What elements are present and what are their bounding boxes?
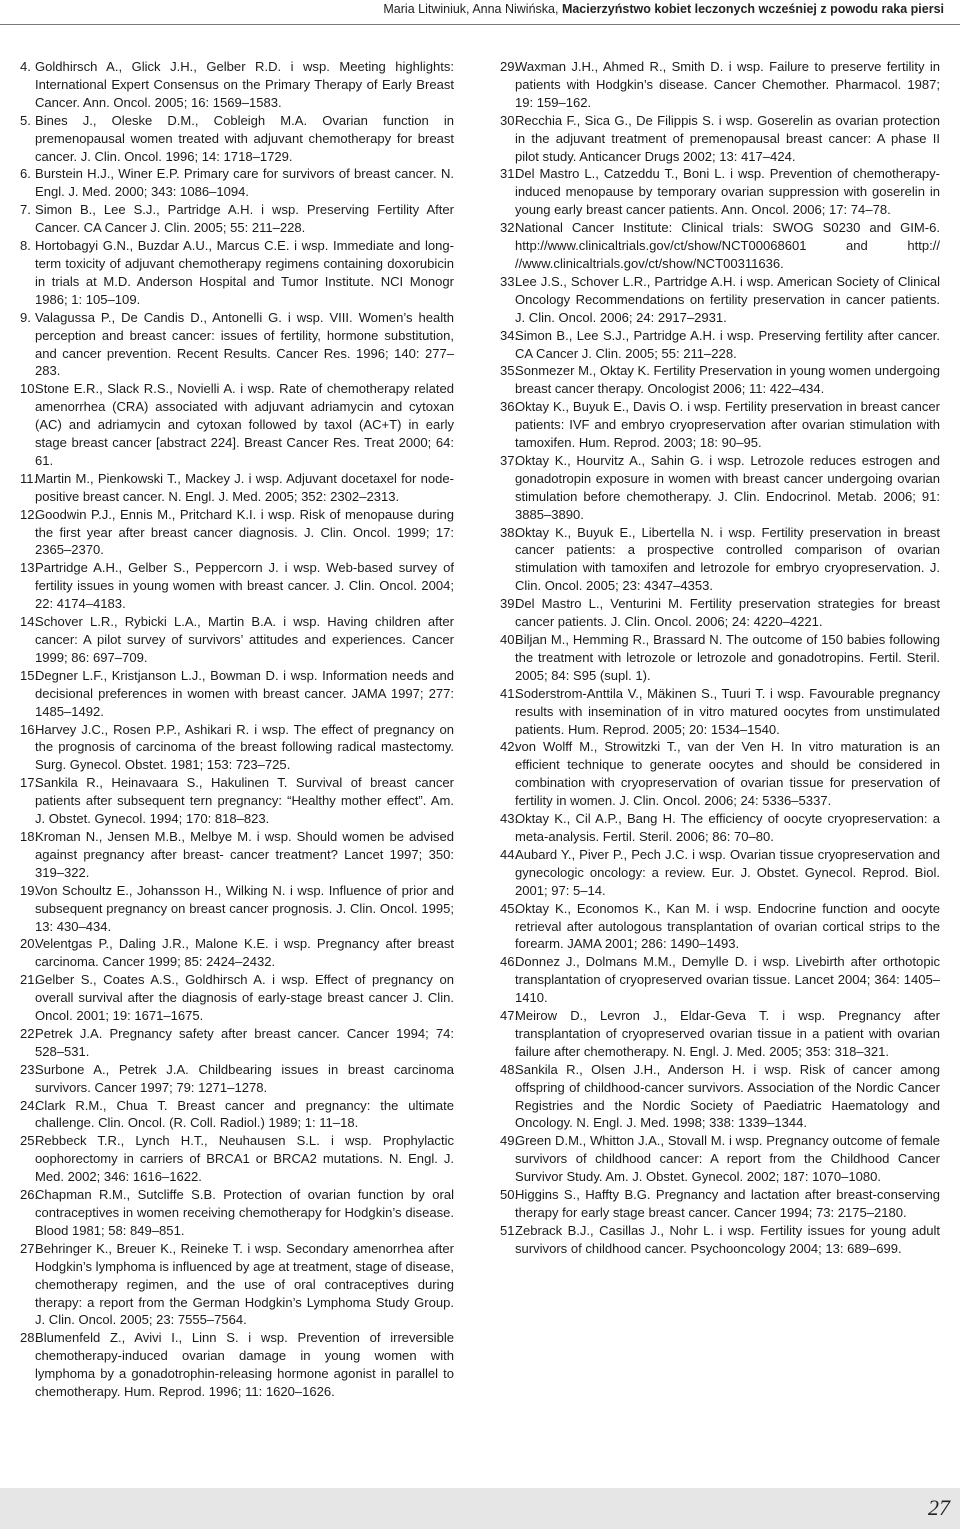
reference-item	[20, 935, 454, 971]
reference-item	[20, 309, 454, 381]
reference-number: 41.	[500, 685, 519, 701]
references-right-column	[500, 58, 940, 1258]
reference-text: Aubard Y., Piver P., Pech J.C. i wsp. Ovarian tissue cryopreservation and gynecologic oncology: a review. Eur. J. Obstet. Gynecol. Reprod. Biol. 2001; 97: 5–14.	[515, 846, 940, 898]
reference-number: 50.	[500, 1187, 519, 1203]
reference-text: Recchia F., Sica G., De Filippis S. i wsp. Goserelin as ovarian protection in the adjuvant treatment of premenopausal breast cancer: A phase II pilot study. Anticancer Drugs 2002; 13: 417–424.	[515, 112, 940, 164]
reference-item	[20, 1132, 454, 1186]
reference-number: 7.	[20, 202, 31, 218]
reference-item	[500, 219, 940, 273]
reference-item	[20, 470, 454, 506]
reference-item	[500, 846, 940, 900]
reference-item	[500, 1222, 940, 1258]
reference-number: 12.	[20, 506, 39, 522]
reference-item	[20, 882, 454, 936]
reference-text: von Wolff M., Strowitzki T., van der Ven H. In vitro maturation is an efficient technique to generate oocytes and should be considered in combination with cryopreservation of ovarian tissue for preservation of fertility in women. J. Clin. Oncol. 2006; 24: 5336–5337.	[515, 739, 940, 809]
reference-text: Surbone A., Petrek J.A. Childbearing issues in breast carcinoma survivors. Cancer 1997; 79: 1271–1278.	[35, 1061, 454, 1095]
header-authors: Maria Litwiniuk, Anna Niwińska,	[383, 2, 562, 16]
reference-number: 35.	[500, 363, 519, 379]
reference-number: 40.	[500, 632, 519, 647]
reference-text: Petrek J.A. Pregnancy safety after breast cancer. Cancer 1994; 74: 528–531.	[35, 1025, 454, 1059]
reference-text: Sankila R., Olsen J.H., Anderson H. i wsp. Risk of cancer among offspring of childhood-cancer survivors. Association of the Nordic Cancer Registries and the Nordic Society of Paediatric Haematology and Oncology. N. Engl. J. Med. 1998; 338: 1339–1344.	[515, 1061, 940, 1131]
reference-text: Goodwin P.J., Ennis M., Pritchard K.I. i wsp. Risk of menopause during the first year after breast cancer diagnosis. J. Clin. Oncol. 1999; 17: 2365–2370.	[35, 506, 454, 558]
reference-number: 6.	[20, 166, 31, 182]
reference-item	[20, 1061, 454, 1097]
running-header	[0, 0, 944, 16]
reference-item	[500, 58, 940, 112]
reference-text: Harvey J.C., Rosen P.P., Ashikari R. i wsp. The effect of pregnancy on the prognosis of carcinoma of the breast following radical mastectomy. Surg. Gynecol. Obstet. 1981; 153: 723–725.	[35, 721, 454, 773]
reference-number: 4.	[20, 59, 31, 74]
header-title: Macierzyństwo kobiet leczonych wcześniej z powodu raka piersi	[561, 2, 944, 16]
reference-number: 51.	[500, 1222, 519, 1238]
reference-item	[500, 631, 940, 685]
reference-number: 23.	[20, 1061, 39, 1077]
reference-text: Bines J., Oleske D.M., Cobleigh M.A. Ovarian function in premenopausal women treated with adjuvant chemotherapy for breast cancer. J. Clin. Oncol. 1996; 14: 1718–1729.	[35, 112, 454, 164]
reference-text: Oktay K., Economos K., Kan M. i wsp. Endocrine function and oocyte retrieval after autologous transplantation of ovarian cortical strips to the forearm. JAMA 2001; 286: 1490–1493.	[515, 900, 940, 952]
reference-item	[20, 1025, 454, 1061]
reference-item	[20, 112, 454, 166]
reference-text: Sankila R., Heinavaara S., Hakulinen T. Survival of breast cancer patients after subsequent tern pregnancy: “Healthy mother effect”. Am. J. Obstet. Gynecol. 1994; 170: 818–823.	[35, 775, 454, 827]
reference-number: 24.	[20, 1097, 39, 1113]
reference-item	[500, 953, 940, 1007]
reference-text: Burstein H.J., Winer E.P. Primary care for survivors of breast cancer. N. Engl. J. Med. 2000; 343: 1086–1094.	[35, 166, 454, 200]
reference-item	[20, 1240, 454, 1330]
reference-item	[20, 774, 454, 828]
reference-item	[500, 900, 940, 954]
reference-text: Meirow D., Levron J., Eldar-Geva T. i wsp. Pregnancy after transplantation of cryopreserved ovarian tissue in a patient with ovarian failure after chemotherapy. N. Engl. J. Med. 2005; 353: 318–321.	[515, 1008, 940, 1059]
reference-number: 42.	[500, 739, 519, 755]
reference-text: Martin M., Pienkowski T., Mackey J. i wsp. Adjuvant docetaxel for node-positive breast cancer. N. Engl. J. Med. 2005; 352: 2302–2313.	[35, 470, 454, 504]
reference-item	[500, 738, 940, 810]
reference-item	[20, 237, 454, 309]
reference-text: Stone E.R., Slack R.S., Novielli A. i wsp. Rate of chemotherapy related amenorrhea (CRA) associated with adjuvant adriamycin and cytoxan (AC) and adriamycin and cytoxan followed by taxol (AC+T) in early stage breast cancer [abstract 224]. Breast Cancer Res. Treat 2000; 64: 61.	[35, 381, 454, 468]
reference-number: 25.	[20, 1133, 39, 1149]
reference-text: Degner L.F., Kristjanson L.J., Bowman D. i wsp. Information needs and decisional preferences in women with breast cancer. JAMA 1997; 277: 1485–1492.	[35, 667, 454, 719]
reference-text: Donnez J., Dolmans M.M., Demylle D. i wsp. Livebirth after orthotopic transplantation of cryopreserved ovarian tissue. Lancet 2004; 364: 1405–1410.	[515, 954, 940, 1006]
reference-number: 20.	[20, 936, 39, 952]
reference-text: Oktay K., Hourvitz A., Sahin G. i wsp. Letrozole reduces estrogen and gonadotropin exposure in women with breast cancer undergoing ovarian stimulation before chemotherapy. J. Clin. Endocrinol. Metab. 2006; 91: 3885–3890.	[515, 452, 940, 522]
reference-number: 26.	[20, 1187, 39, 1203]
reference-text: Hortobagyi G.N., Buzdar A.U., Marcus C.E. i wsp. Immediate and long-term toxicity of adjuvant chemotherapy regimens containing doxorubicin in trials at M.D. Anderson Hospital and Tumor Institute. NCI Monogr 1986; 1: 105–109.	[35, 238, 454, 307]
reference-item	[500, 1007, 940, 1061]
reference-number: 9.	[20, 309, 31, 325]
reference-number: 31.	[500, 166, 519, 182]
reference-number: 45.	[500, 900, 519, 916]
reference-text: Kroman N., Jensen M.B., Melbye M. i wsp. Should women be advised against pregnancy after breast- cancer treatment? Lancet 1997; 350: 319–322.	[35, 828, 454, 880]
reference-item	[500, 1132, 940, 1186]
reference-text: Gelber S., Coates A.S., Goldhirsch A. i wsp. Effect of pregnancy on overall survival after the diagnosis of early-stage breast cancer J. Clin. Oncol. 2001; 19: 1671–1675.	[35, 972, 454, 1024]
reference-number: 46.	[500, 954, 519, 970]
reference-text: Clark R.M., Chua T. Breast cancer and pregnancy: the ultimate challenge. Clin. Oncol. (R. Coll. Radiol.) 1989; 1: 11–18.	[35, 1097, 454, 1131]
reference-number: 10.	[20, 381, 39, 397]
footer-band	[0, 1488, 960, 1529]
header-rule	[0, 24, 960, 25]
reference-text: Lee J.S., Schover L.R., Partridge A.H. i wsp. American Society of Clinical Oncology Recommendations on fertility preservation in cancer patients. J. Clin. Oncol. 2006; 24: 2917–2931.	[515, 273, 940, 325]
reference-text: Oktay K., Buyuk E., Libertella N. i wsp. Fertility preservation in breast cancer patients: a prospective controlled comparison of ovarian stimulation with tamoxifen and letrozole for embryo cryopreservation. J. Clin. Oncol. 2005; 23: 4347–4353.	[515, 524, 940, 594]
reference-text: Zebrack B.J., Casillas J., Nohr L. i wsp. Fertility issues for young adult survivors of childhood cancer. Psychooncology 2004; 13: 689–699.	[515, 1222, 940, 1256]
reference-item	[20, 58, 454, 112]
reference-number: 44.	[500, 846, 519, 862]
page-number: 27	[928, 1495, 950, 1520]
reference-text: Higgins S., Haffty B.G. Pregnancy and lactation after breast-conserving therapy for early stage breast cancer. Cancer 1994; 73: 2175–2180.	[515, 1187, 940, 1220]
reference-item	[500, 273, 940, 327]
reference-text: Simon B., Lee S.J., Partridge A.H. i wsp. Preserving Fertility After Cancer. CA Cancer J. Clin. 2005; 55: 211–228.	[35, 202, 454, 236]
reference-number: 27.	[20, 1240, 39, 1256]
reference-number: 34.	[500, 327, 519, 343]
reference-number: 11.	[20, 470, 38, 486]
reference-item	[500, 452, 940, 524]
reference-number: 5.	[20, 112, 31, 128]
reference-text: Waxman J.H., Ahmed R., Smith D. i wsp. Failure to preserve fertility in patients with Hodgkin’s disease. Cancer Chemother. Pharmacol. 1987; 19: 159–162.	[515, 59, 940, 110]
reference-item	[20, 559, 454, 613]
reference-text: Del Mastro L., Catzeddu T., Boni L. i wsp. Prevention of chemotherapy-induced menopause by temporary ovarian suppression with goserelin in young early breast cancer patients. Ann. Oncol. 2006; 17: 74–78.	[515, 166, 940, 218]
reference-number: 48.	[500, 1061, 519, 1077]
reference-text: Von Schoultz E., Johansson H., Wilking N. i wsp. Influence of prior and subsequent pregnancy on breast cancer prognosis. J. Clin. Oncol. 1995; 13: 430–434.	[35, 882, 454, 934]
reference-item	[20, 1329, 454, 1401]
reference-number: 38.	[500, 524, 519, 540]
reference-item	[500, 327, 940, 363]
reference-number: 17.	[20, 775, 39, 791]
references-left-column	[20, 58, 454, 1401]
reference-item	[500, 1061, 940, 1133]
reference-item	[500, 362, 940, 398]
reference-item	[20, 828, 454, 882]
reference-item	[20, 201, 454, 237]
reference-item	[500, 810, 940, 846]
reference-text: Rebbeck T.R., Lynch H.T., Neuhausen S.L. i wsp. Prophylactic oophorectomy in carriers of BRCA1 or BRCA2 mutations. N. Engl. J. Med. 2002; 346: 1616–1622.	[35, 1133, 454, 1185]
reference-number: 21.	[20, 972, 39, 988]
reference-number: 16.	[20, 721, 39, 737]
reference-item	[500, 524, 940, 596]
reference-text: Velentgas P., Daling J.R., Malone K.E. i wsp. Pregnancy after breast carcinoma. Cancer 1999; 85: 2424–2432.	[35, 936, 454, 970]
reference-text: Chapman R.M., Sutcliffe S.B. Protection of ovarian function by oral contraceptives in women receiving chemotherapy for Hodgkin’s disease. Blood 1981; 58: 849–851.	[35, 1187, 454, 1238]
reference-text: Behringer K., Breuer K., Reineke T. i wsp. Secondary amenorrhea after Hodgkin’s lymphoma is influenced by age at treatment, stage of disease, chemotherapy regimen, and the use of oral contraceptives during therapy: a report from the German Hodgkin’s Lymphoma Study Group. J. Clin. Oncol. 2005; 23: 7555–7564.	[35, 1240, 454, 1328]
reference-number: 43.	[500, 811, 519, 827]
reference-text: Sonmezer M., Oktay K. Fertility Preservation in young women undergoing breast cancer therapy. Oncologist 2006; 11: 422–434.	[515, 363, 940, 397]
reference-number: 18.	[20, 828, 39, 844]
reference-item	[500, 165, 940, 219]
reference-text: Goldhirsch A., Glick J.H., Gelber R.D. i wsp. Meeting highlights: International Expert Consensus on the Primary Therapy of Early Breast Cancer. Ann. Oncol. 2005; 16: 1569–1583.	[35, 59, 454, 110]
reference-number: 30.	[500, 112, 519, 128]
reference-item	[20, 1097, 454, 1133]
reference-text: Partridge A.H., Gelber S., Peppercorn J. i wsp. Web-based survey of fertility issues in young women with breast cancer. J. Clin. Oncol. 2004; 22: 4174–4183.	[35, 560, 454, 612]
reference-item	[20, 1186, 454, 1240]
reference-item	[20, 667, 454, 721]
reference-number: 13.	[20, 560, 39, 576]
reference-item	[20, 613, 454, 667]
reference-number: 33.	[500, 273, 519, 289]
reference-item	[500, 595, 940, 631]
reference-item	[500, 112, 940, 166]
reference-number: 47.	[500, 1008, 519, 1024]
reference-text: Biljan M., Hemming R., Brassard N. The outcome of 150 babies following the treatment with letrozole or letrozole and gonadotropins. Fertil. Steril. 2005; 84: S95 (supl. 1).	[515, 632, 940, 683]
reference-item	[500, 685, 940, 739]
reference-number: 39.	[500, 596, 519, 612]
reference-text: Oktay K., Cil A.P., Bang H. The efficiency of oocyte cryopreservation: a meta-analysis. Fertil. Steril. 2006; 86: 70–80.	[515, 811, 940, 844]
reference-number: 37.	[500, 452, 519, 468]
reference-item	[20, 721, 454, 775]
reference-item	[20, 506, 454, 560]
reference-item	[20, 165, 454, 201]
reference-number: 15.	[20, 667, 39, 683]
reference-item	[500, 398, 940, 452]
reference-text: Simon B., Lee S.J., Partridge A.H. i wsp. Preserving fertility after cancer. CA Cancer J. Clin. 2005; 55: 211–228.	[515, 327, 940, 361]
reference-number: 28.	[20, 1330, 39, 1346]
reference-number: 19.	[20, 882, 39, 898]
reference-text: Blumenfeld Z., Avivi I., Linn S. i wsp. Prevention of irreversible chemotherapy-induced ovarian damage in young women with lymphoma by a gonadotrophin-releasing hormone agonist in parallel to chemotherapy. Hum. Reprod. 1996; 11: 1620–1626.	[35, 1330, 454, 1400]
reference-number: 14.	[20, 614, 39, 630]
reference-text: Del Mastro L., Venturini M. Fertility preservation strategies for breast cancer patients. J. Clin. Oncol. 2006; 24: 4220–4221.	[515, 596, 940, 630]
reference-number: 36.	[500, 399, 519, 415]
reference-number: 49.	[500, 1133, 519, 1149]
reference-text: Soderstrom-Anttila V., Mäkinen S., Tuuri T. i wsp. Favourable pregnancy results with insemination of in vitro matured oocytes from unstimulated patients. Hum. Reprod. 2005; 20: 1534–1540.	[515, 685, 940, 737]
reference-number: 8.	[20, 238, 31, 254]
reference-item	[20, 971, 454, 1025]
reference-number: 32.	[500, 220, 519, 236]
reference-number: 22.	[20, 1025, 39, 1041]
reference-text: Green D.M., Whitton J.A., Stovall M. i wsp. Pregnancy outcome of female survivors of childhood cancer: A report from the Childhood Cancer Survivor Study. Am. J. Obstet. Gynecol. 2002; 187: 1070–1080.	[515, 1133, 940, 1185]
reference-number: 29.	[500, 59, 519, 74]
reference-text: Oktay K., Buyuk E., Davis O. i wsp. Fertility preservation in breast cancer patients: IVF and embryo cryopreservation after ovarian stimulation with tamoxifen. Hum. Reprod. 2003; 18: 90–95.	[515, 399, 940, 451]
reference-item	[20, 380, 454, 470]
reference-text: Schover L.R., Rybicki L.A., Martin B.A. i wsp. Having children after cancer: A pilot survey of survivors’ attitudes and experiences. Cancer 1999; 86: 697–709.	[35, 614, 454, 665]
reference-text: Valagussa P., De Candis D., Antonelli G. i wsp. VIII. Women’s health perception and breast cancer: issues of fertility, hormone substitution, and cancer prevention. Recent Results. Cancer Res. 1996; 140: 277–283.	[35, 309, 454, 379]
reference-item	[500, 1186, 940, 1222]
reference-text: National Cancer Institute: Clinical trials: SWOG S0230 and GIM-6. http://www.clinicaltrials.gov/ct/show/NCT00068601 and http:// //www.clinicaltrials.gov/ct/show/NCT00311636.	[515, 220, 940, 271]
